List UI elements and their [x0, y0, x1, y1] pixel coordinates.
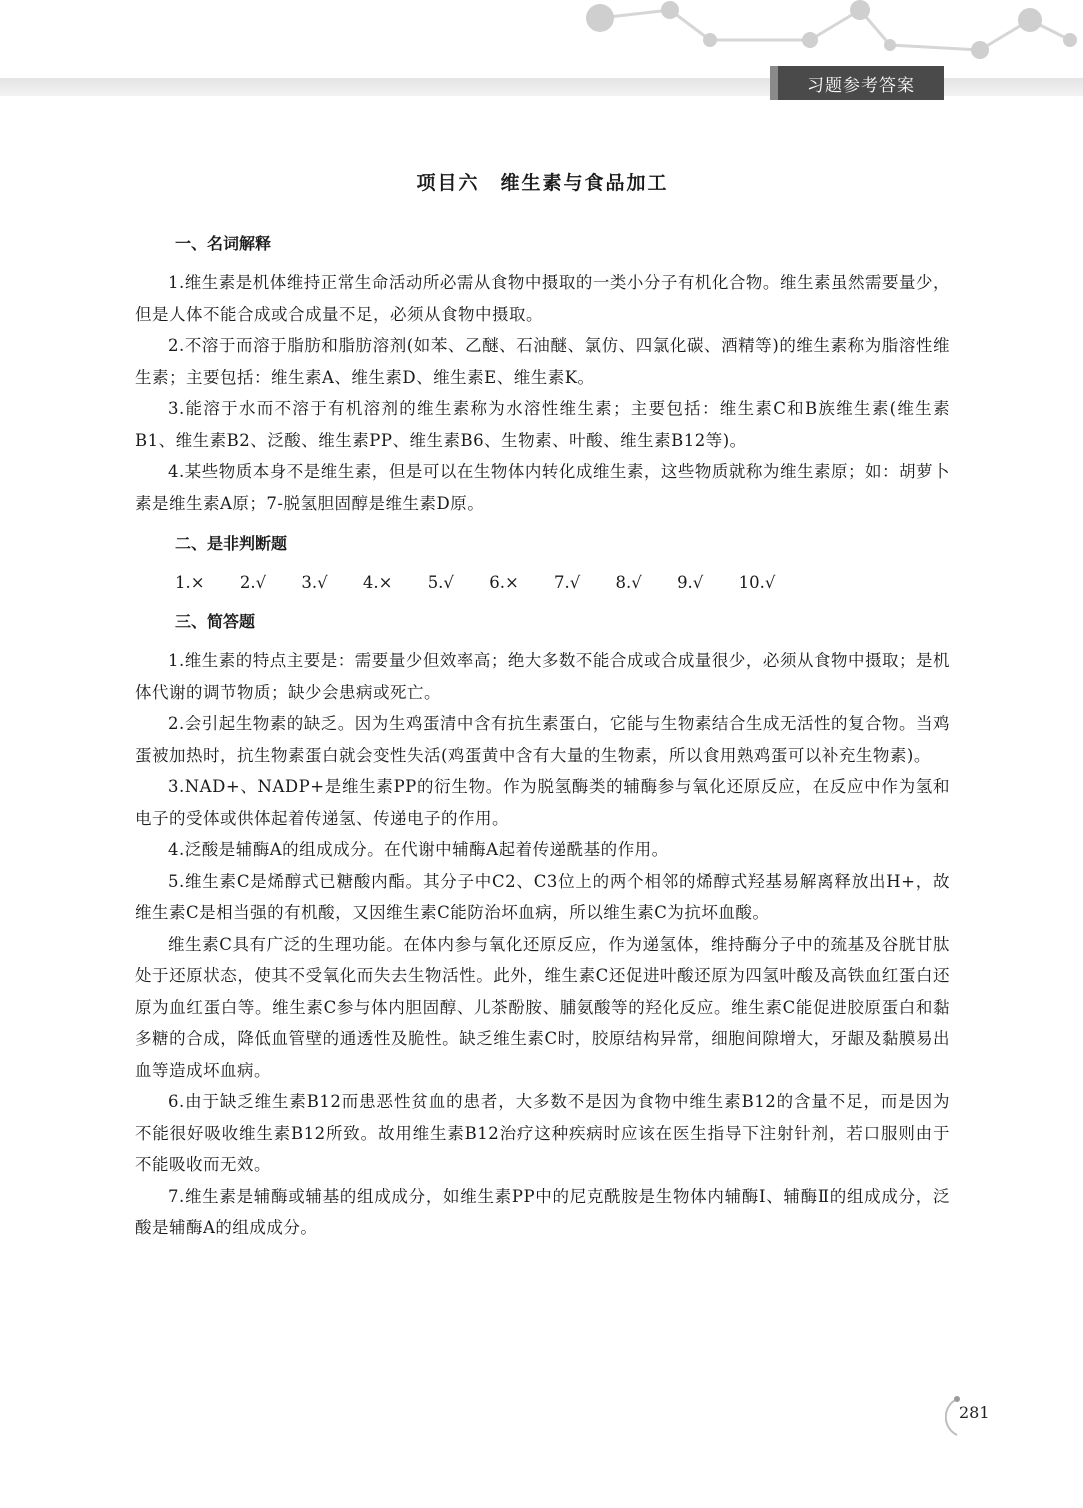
answer-item: 7.√	[554, 573, 581, 592]
answer-list	[175, 567, 950, 599]
answer-item: 6.×	[489, 573, 519, 592]
paragraph: 1.维生素是机体维持正常生命活动所必需从食物中摄取的一类小分子有机化合物。维生素虽然需要量少，但是人体不能合成或合成量不足，必须从食物中摄取。	[135, 273, 950, 324]
paragraph: 2.会引起生物素的缺乏。因为生鸡蛋清中含有抗生素蛋白，它能与生物素结合生成无活性的复合物。当鸡蛋被加热时，抗生物素蛋白就会变性失活(鸡蛋黄中含有大量的生物素，所以食用熟鸡蛋可以补充生物素)。	[135, 714, 950, 765]
answer-item: 4.×	[362, 573, 393, 592]
paragraph: 5.维生素C是烯醇式已糖酸内酯。其分子中C2、C3位上的两个相邻的烯醇式羟基易解离释放出H+，故维生素C是相当强的有机酸，又因维生素C能防治坏血病，所以维生素C为抗坏血酸。	[135, 871, 950, 922]
page-number: 281	[959, 1403, 990, 1422]
paragraph: 3.能溶于水而不溶于有机溶剂的维生素称为水溶性维生素；主要包括：维生素C和B族维生素(维生素B1、维生素B2、泛酸、维生素PP、维生素B6、生物素、叶酸、维生素B12等)。	[135, 399, 950, 450]
page-title: 项目六 维生素与食品加工	[416, 172, 669, 194]
section-heading: 三、简答题	[175, 612, 256, 631]
page-number-badge	[945, 1395, 995, 1439]
section-definitions	[135, 229, 950, 519]
paragraph: 2.不溶于而溶于脂肪和脂肪溶剂(如苯、乙醚、石油醚、氯仿、四氯化碳、酒精等)的维生素称为脂溶性维生素；主要包括：维生素A、维生素D、维生素E、维生素K。	[135, 336, 950, 387]
section-short-answer	[135, 607, 950, 1244]
section-tab: 习题参考答案	[778, 66, 944, 100]
paragraph: 7.维生素是辅酶或辅基的组成成分，如维生素PP中的尼克酰胺是生物体内辅酶Ⅰ、辅酶Ⅱ的组成成分，泛酸是辅酶A的组成成分。	[135, 1186, 950, 1237]
section-heading: 一、名词解释	[175, 234, 272, 253]
answer-item: 3.√	[301, 573, 328, 592]
answer-item: 2.√	[239, 573, 267, 592]
paragraph: 维生素C具有广泛的生理功能。在体内参与氧化还原反应，作为递氢体，维持酶分子中的巯基及谷胱甘肽处于还原状态，使其不受氧化而失去生物活性。此外，维生素C还促进叶酸还原为四氢叶酸及高铁血红蛋白还原为血红蛋白等。维生素C参与体内胆固醇、儿茶酚胺、脯氨酸等的羟化反应。维生素C能促进胶原蛋白和黏多糖的合成，降低血管壁的通透性及脆性。缺乏维生素C时，胶原结构异常，细胞间隙增大，牙龈及黏膜易出血等造成坏血病。	[135, 934, 950, 1080]
section-heading: 二、是非判断题	[175, 534, 288, 553]
header-tab-shadow	[770, 66, 778, 100]
page-content	[135, 160, 950, 1244]
answer-item: 9.√	[677, 573, 704, 592]
paragraph: 4.泛酸是辅酶A的组成成分。在代谢中辅酶A起着传递酰基的作用。	[168, 840, 669, 859]
paragraph: 1.维生素的特点主要是：需要量少但效率高；绝大多数不能合成或合成量很少，必须从食物中摄取；是机体代谢的调节物质；缺少会患病或死亡。	[135, 651, 950, 702]
answer-item: 8.√	[615, 573, 642, 592]
paragraph: 4.某些物质本身不是维生素，但是可以在生物体内转化成维生素，这些物质就称为维生素原；如：胡萝卜素是维生素A原；7-脱氢胆固醇是维生素D原。	[135, 462, 950, 513]
paragraph: 3.NAD+、NADP+是维生素PP的衍生物。作为脱氢酶类的辅酶参与氧化还原反应，在反应中作为氢和电子的受体或供体起着传递氢、传递电子的作用。	[135, 777, 950, 828]
section-true-false	[135, 529, 950, 599]
answer-item: 1.×	[175, 573, 205, 592]
answer-item: 10.√	[738, 573, 776, 592]
answer-item: 5.√	[427, 573, 454, 592]
paragraph: 6.由于缺乏维生素B12而患恶性贫血的患者，大多数不是因为食物中维生素B12的含量不足，而是因为不能很好吸收维生素B12所致。故用维生素B12治疗这种疾病时应该在医生指导下注射针剂，若口服则由于不能吸收而无效。	[135, 1092, 950, 1174]
